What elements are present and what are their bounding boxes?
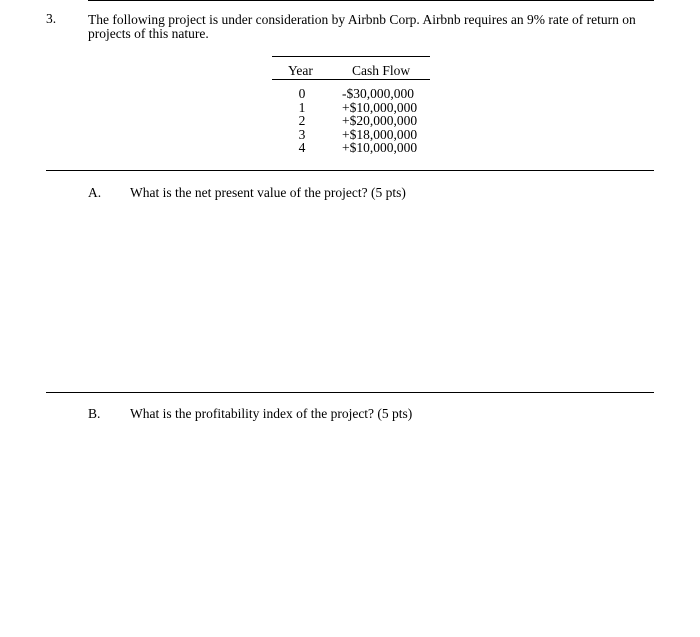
part-a-text: What is the net present value of the project? (5 pts) — [130, 185, 406, 200]
row-year: 1 — [298, 99, 306, 115]
section-divider — [46, 392, 654, 393]
row-cash-flow: +$20,000,000 — [342, 113, 418, 128]
table-body — [272, 87, 430, 155]
question-text: The following project is under consideration by Airbnb Corp. Airbnb requires an 9% rate of return on projects of this nature. — [88, 12, 636, 41]
row-cash-flow: -$30,000,000 — [342, 86, 414, 101]
header-cash-flow: Cash Flow — [352, 63, 411, 78]
table-header-row — [272, 57, 430, 80]
row-year: 4 — [298, 140, 306, 155]
row-cash-flow: +$10,000,000 — [342, 140, 418, 155]
cash-flow-table — [272, 56, 430, 155]
table-row — [272, 114, 430, 128]
table-row — [272, 141, 430, 155]
section-divider — [46, 170, 654, 171]
part-b-label: B. — [88, 406, 101, 421]
table-row — [272, 87, 430, 101]
row-year: 3 — [298, 126, 306, 142]
table-row — [272, 101, 430, 115]
row-cash-flow: +$18,000,000 — [342, 126, 418, 142]
part-a-label: A. — [88, 185, 102, 200]
row-year: 2 — [298, 113, 306, 128]
part-b-text: What is the profitability index of the project? (5 pts) — [130, 406, 413, 421]
top-rule — [88, 0, 654, 1]
table-row — [272, 128, 430, 142]
header-year: Year — [288, 63, 313, 78]
row-cash-flow: +$10,000,000 — [342, 99, 418, 115]
row-year: 0 — [298, 86, 306, 101]
question-number: 3. — [46, 11, 57, 26]
